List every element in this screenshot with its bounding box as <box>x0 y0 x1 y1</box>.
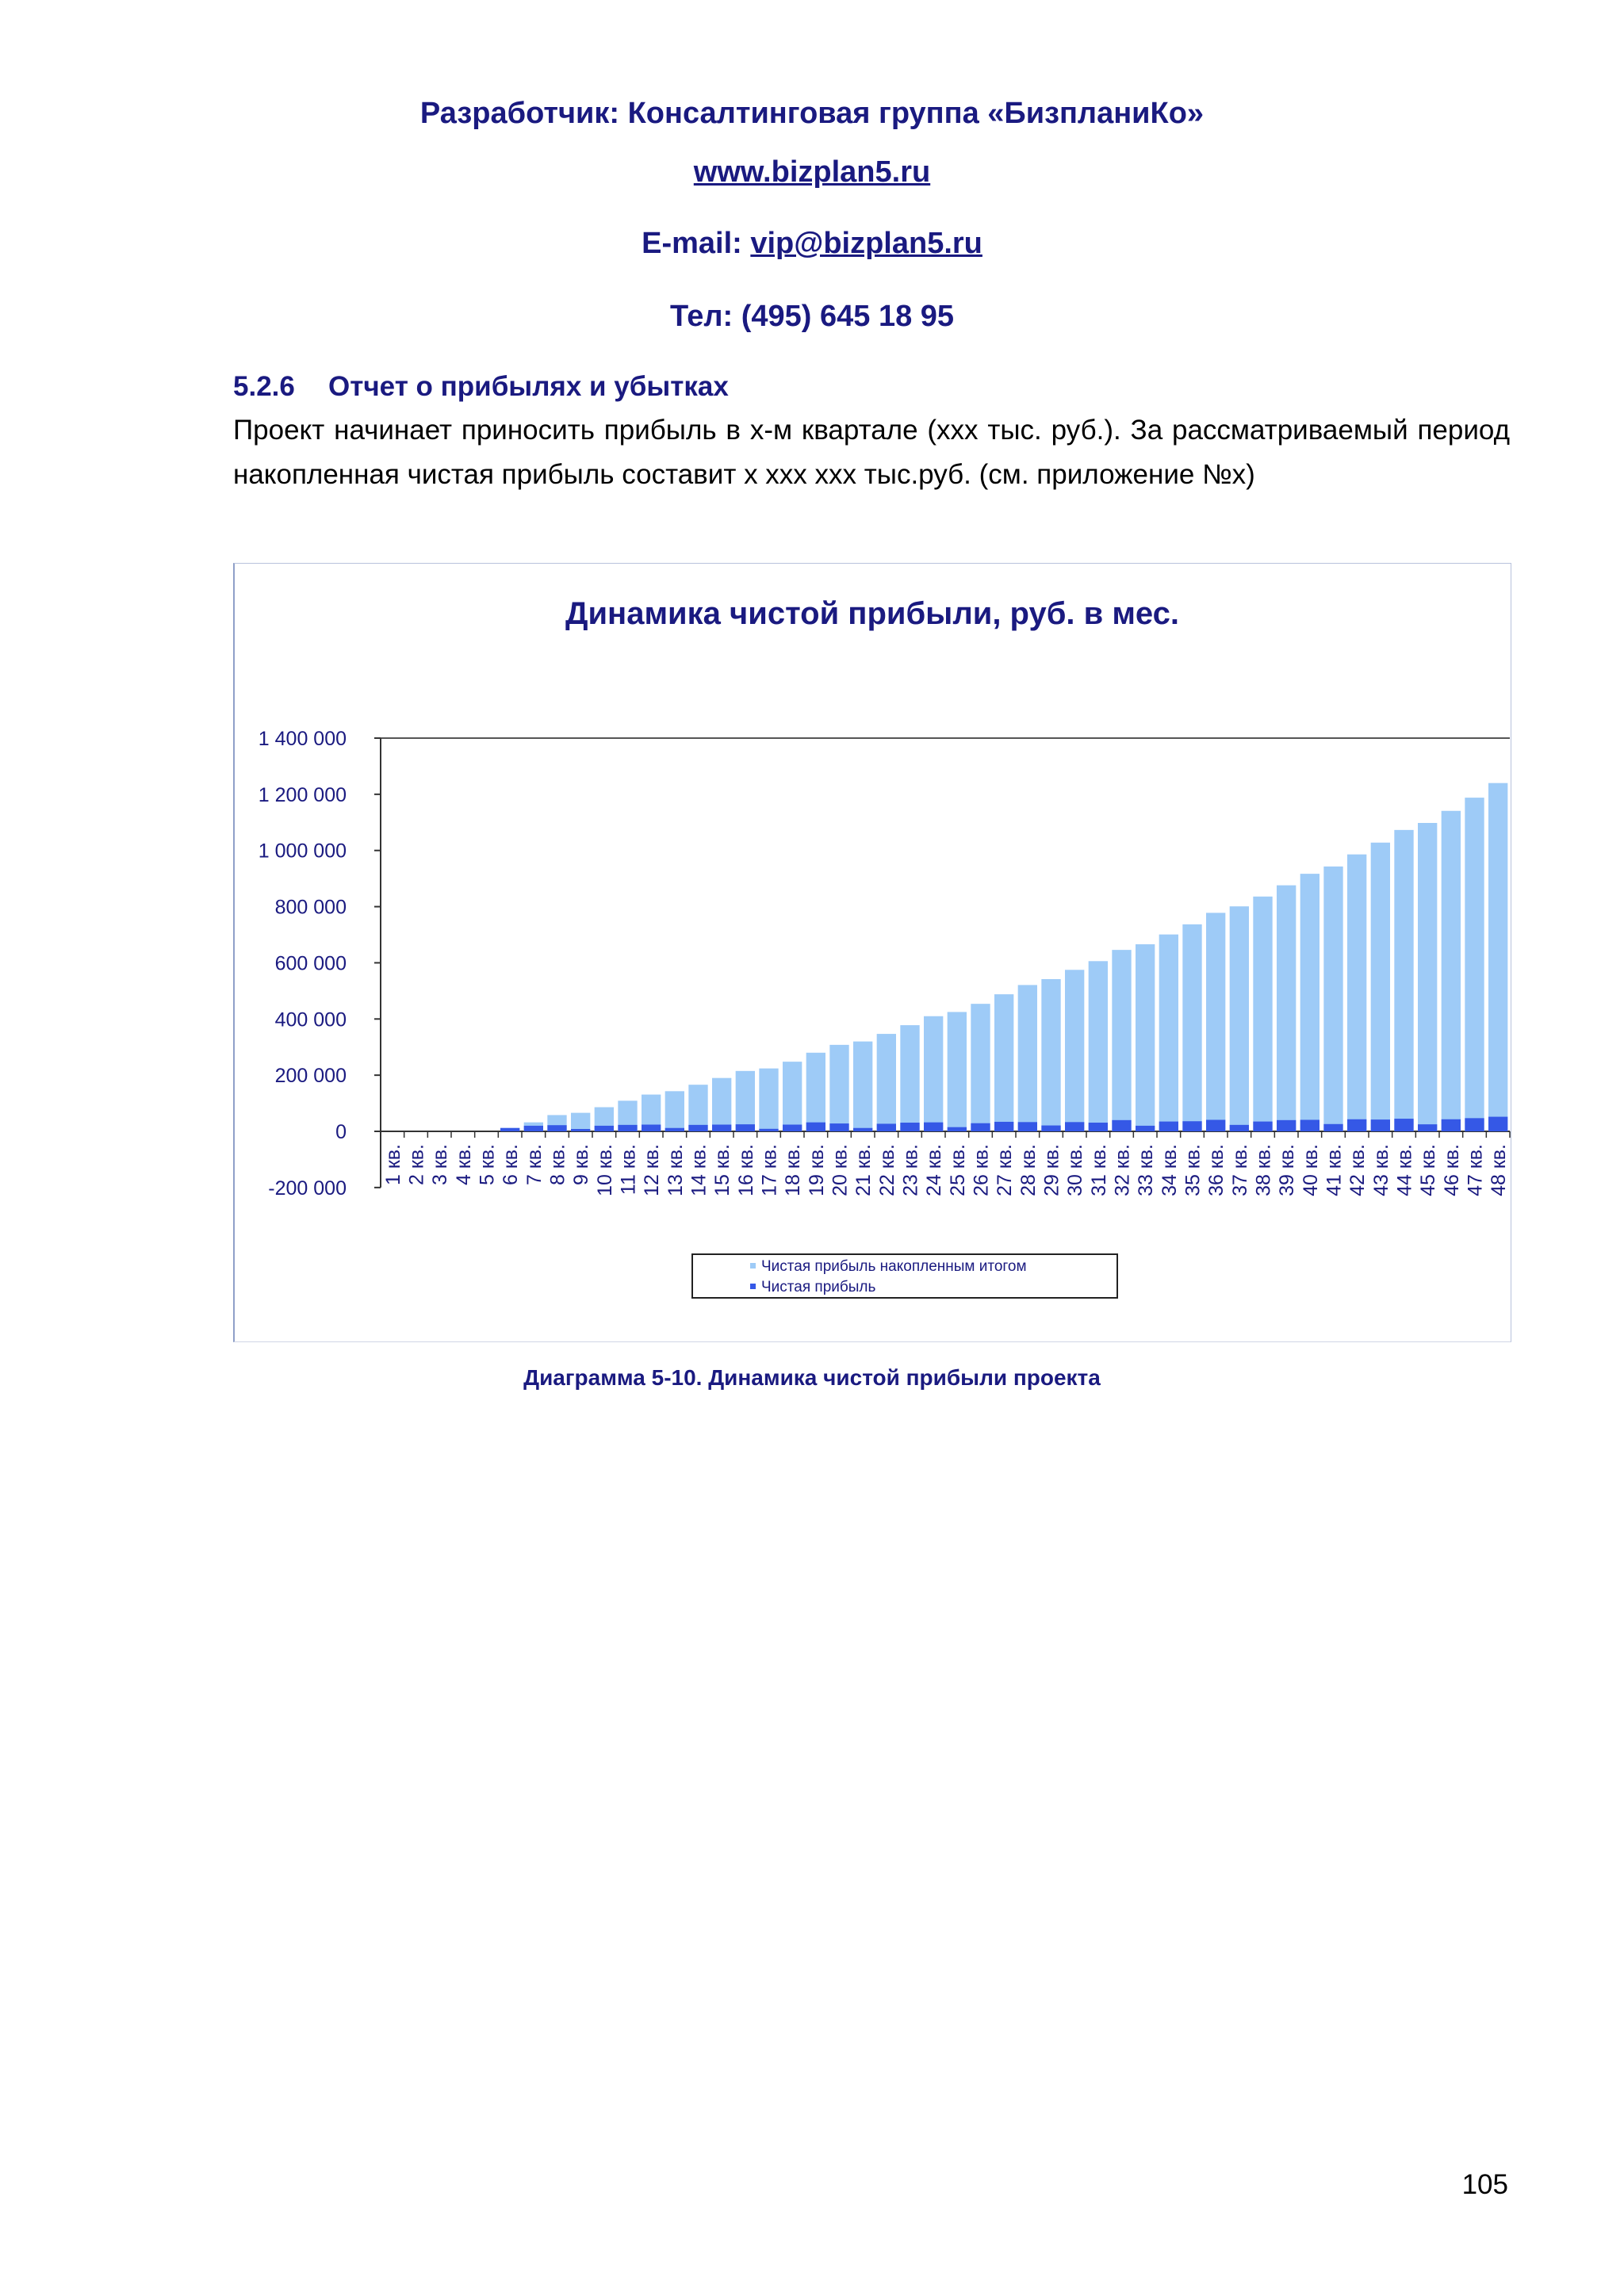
bar-net-profit <box>571 1129 590 1131</box>
x-tick-label: 19 кв. <box>805 1144 828 1196</box>
bar-net-profit <box>1206 1119 1225 1131</box>
bar-cumulative <box>1442 811 1461 1131</box>
y-tick-label: 400 000 <box>274 1008 347 1031</box>
bar-net-profit <box>1182 1121 1201 1131</box>
y-tick-label: 1 400 000 <box>258 728 347 750</box>
bar-net-profit <box>759 1129 778 1131</box>
bar-net-profit <box>900 1123 919 1131</box>
bar-net-profit <box>853 1128 872 1131</box>
bar-net-profit <box>1136 1126 1155 1131</box>
bar-cumulative <box>712 1078 731 1131</box>
bar-cumulative <box>1065 970 1084 1131</box>
x-tick-label: 24 кв. <box>923 1144 946 1196</box>
bar-net-profit <box>1277 1120 1296 1131</box>
bar-cumulative <box>1136 944 1155 1131</box>
bar-cumulative <box>759 1069 778 1131</box>
bar-cumulative <box>994 994 1013 1131</box>
bar-net-profit <box>1041 1126 1060 1131</box>
bar-cumulative <box>665 1091 684 1131</box>
x-tick-label: 22 кв. <box>875 1144 898 1196</box>
legend-swatch-net <box>750 1284 756 1289</box>
bar-net-profit <box>1112 1120 1131 1131</box>
bar-net-profit <box>1394 1119 1413 1131</box>
bar-cumulative <box>1182 924 1201 1131</box>
bar-cumulative <box>924 1016 943 1131</box>
x-tick-label: 14 кв. <box>688 1144 710 1196</box>
x-tick-label: 20 кв. <box>829 1144 852 1196</box>
x-tick-label: 21 кв. <box>852 1144 875 1196</box>
x-tick-label: 48 кв. <box>1488 1144 1511 1196</box>
bar-net-profit <box>1253 1122 1272 1131</box>
bar-cumulative <box>1206 913 1225 1131</box>
x-tick-label: 38 кв. <box>1252 1144 1275 1196</box>
bar-net-profit <box>688 1125 707 1131</box>
bar-cumulative <box>1418 823 1437 1131</box>
legend-label-net: Чистая прибыль <box>761 1279 876 1295</box>
x-tick-label: 11 кв. <box>617 1144 640 1196</box>
bar-net-profit <box>924 1123 943 1131</box>
y-tick-label: 1 000 000 <box>258 840 347 863</box>
x-tick-label: 37 кв. <box>1228 1144 1251 1196</box>
bar-net-profit <box>1371 1119 1390 1131</box>
x-tick-label: 6 кв. <box>500 1144 523 1186</box>
x-tick-label: 15 кв. <box>711 1144 734 1196</box>
legend-label-cumulative: Чистая прибыль накопленным итогом <box>761 1258 1027 1275</box>
bar-net-profit <box>1159 1122 1178 1131</box>
x-tick-label: 18 кв. <box>782 1144 805 1196</box>
x-tick-label: 36 кв. <box>1205 1144 1228 1196</box>
bar-cumulative <box>1394 830 1413 1131</box>
x-tick-label: 2 кв. <box>405 1144 428 1186</box>
bar-cumulative <box>1230 906 1249 1131</box>
x-tick-label: 29 кв. <box>1040 1144 1063 1196</box>
bar-cumulative <box>948 1012 967 1131</box>
bar-cumulative <box>877 1034 896 1131</box>
section-title: Отчет о прибылях и убытках <box>328 371 729 402</box>
x-tick-label: 47 кв. <box>1464 1144 1487 1196</box>
y-tick-label: 200 000 <box>274 1065 347 1088</box>
x-tick-label: 28 кв. <box>1017 1144 1040 1196</box>
bar-net-profit <box>1089 1123 1108 1131</box>
x-tick-label: 5 кв. <box>476 1144 499 1186</box>
website-link[interactable]: www.bizplan5.ru <box>693 155 931 189</box>
bar-net-profit <box>1418 1124 1437 1131</box>
bar-net-profit <box>994 1122 1013 1131</box>
x-tick-label: 43 кв. <box>1369 1144 1392 1196</box>
y-tick-label: 1 200 000 <box>258 783 347 806</box>
x-tick-label: 13 кв. <box>664 1144 687 1196</box>
x-tick-label: 26 кв. <box>970 1144 993 1196</box>
bar-cumulative <box>1112 950 1131 1131</box>
bar-cumulative <box>829 1045 848 1131</box>
bar-cumulative <box>1159 935 1178 1131</box>
bar-cumulative <box>1488 783 1507 1131</box>
figure-caption: Диаграмма 5-10. Динамика чистой прибыли проекта <box>523 1365 1101 1390</box>
y-tick-label: 800 000 <box>274 896 347 919</box>
bar-net-profit <box>712 1124 731 1131</box>
bar-net-profit <box>783 1124 802 1131</box>
bar-cumulative <box>688 1085 707 1131</box>
developer-title: Разработчик: Консалтинговая группа «БизпланиКо» <box>419 97 1205 130</box>
page-number: 105 <box>1461 2169 1508 2200</box>
bar-net-profit <box>618 1125 637 1131</box>
bar-net-profit <box>971 1123 990 1131</box>
bar-net-profit <box>1230 1125 1249 1131</box>
y-tick-label: 0 <box>335 1121 347 1143</box>
x-tick-label: 1 кв. <box>381 1144 404 1186</box>
bar-cumulative <box>1253 897 1272 1131</box>
section-number: 5.2.6 <box>233 371 295 402</box>
bar-net-profit <box>1018 1122 1037 1131</box>
bar-cumulative <box>571 1113 590 1131</box>
legend-swatch-cumulative <box>750 1263 756 1269</box>
email-link[interactable]: vip@bizplan5.ru <box>750 227 982 260</box>
bar-cumulative <box>1465 798 1484 1131</box>
bar-cumulative <box>1323 867 1342 1131</box>
x-tick-label: 32 кв. <box>1111 1144 1134 1196</box>
bar-net-profit <box>877 1123 896 1131</box>
chart-title: Динамика чистой прибыли, руб. в мес. <box>565 596 1180 631</box>
bar-cumulative <box>1277 886 1296 1131</box>
x-tick-label: 39 кв. <box>1276 1144 1299 1196</box>
x-tick-label: 16 кв. <box>734 1144 757 1196</box>
bar-net-profit <box>948 1127 967 1131</box>
bar-cumulative <box>736 1071 755 1131</box>
section-paragraph: Проект начинает приносить прибыль в х-м квартале (ххх тыс. руб.). За рассматриваемый период накопленная чистая прибыль составит х ххх ххх тыс.руб. (см. приложение №х) <box>233 415 1510 490</box>
x-tick-label: 3 кв. <box>429 1144 452 1186</box>
bar-net-profit <box>736 1124 755 1131</box>
x-tick-label: 41 кв. <box>1323 1144 1346 1196</box>
x-tick-label: 8 кв. <box>546 1144 569 1186</box>
bar-net-profit <box>1465 1118 1484 1131</box>
x-tick-label: 46 кв. <box>1440 1144 1463 1196</box>
x-tick-label: 23 кв. <box>899 1144 922 1196</box>
bar-net-profit <box>1065 1122 1084 1131</box>
bar-cumulative <box>853 1042 872 1131</box>
bar-net-profit <box>1323 1124 1342 1131</box>
x-tick-label: 33 кв. <box>1135 1144 1158 1196</box>
bar-net-profit <box>829 1123 848 1131</box>
bar-net-profit <box>500 1128 519 1131</box>
x-tick-label: 7 кв. <box>523 1144 546 1186</box>
bar-cumulative <box>1300 874 1320 1131</box>
x-tick-label: 9 кв. <box>570 1144 593 1186</box>
bar-cumulative <box>1347 855 1366 1131</box>
x-tick-label: 42 кв. <box>1346 1144 1369 1196</box>
phone-line: Тел: (495) 645 18 95 <box>669 300 955 333</box>
x-tick-label: 30 кв. <box>1064 1144 1087 1196</box>
x-tick-label: 4 кв. <box>452 1144 475 1186</box>
x-tick-label: 44 кв. <box>1393 1144 1416 1196</box>
bar-net-profit <box>1442 1119 1461 1131</box>
bar-cumulative <box>806 1053 825 1131</box>
x-tick-label: 45 кв. <box>1417 1144 1440 1196</box>
bar-cumulative <box>900 1025 919 1131</box>
x-tick-label: 35 кв. <box>1182 1144 1205 1196</box>
x-tick-label: 10 кв. <box>593 1144 616 1196</box>
bar-net-profit <box>524 1126 543 1131</box>
bar-cumulative <box>783 1062 802 1131</box>
bar-net-profit <box>1300 1119 1320 1131</box>
x-tick-label: 27 кв. <box>994 1144 1017 1196</box>
bar-net-profit <box>595 1126 614 1131</box>
x-tick-label: 31 кв. <box>1087 1144 1110 1196</box>
y-tick-label: -200 000 <box>268 1177 347 1200</box>
bar-cumulative <box>1371 843 1390 1131</box>
email-label: E-mail: <box>642 227 742 260</box>
x-tick-label: 17 кв. <box>758 1144 781 1196</box>
bar-net-profit <box>547 1125 566 1131</box>
bar-net-profit <box>806 1123 825 1131</box>
bar-cumulative <box>1018 985 1037 1131</box>
bar-net-profit <box>642 1124 661 1131</box>
x-tick-label: 40 кв. <box>1299 1144 1322 1196</box>
bar-cumulative <box>1041 979 1060 1131</box>
x-tick-label: 25 кв. <box>946 1144 969 1196</box>
bar-net-profit <box>665 1128 684 1131</box>
x-tick-label: 12 кв. <box>641 1144 664 1196</box>
bar-net-profit <box>1488 1117 1507 1131</box>
x-tick-label: 34 кв. <box>1158 1144 1181 1196</box>
bar-cumulative <box>1089 961 1108 1131</box>
bar-cumulative <box>971 1004 990 1131</box>
bar-net-profit <box>1347 1119 1366 1131</box>
y-tick-label: 600 000 <box>274 952 347 975</box>
